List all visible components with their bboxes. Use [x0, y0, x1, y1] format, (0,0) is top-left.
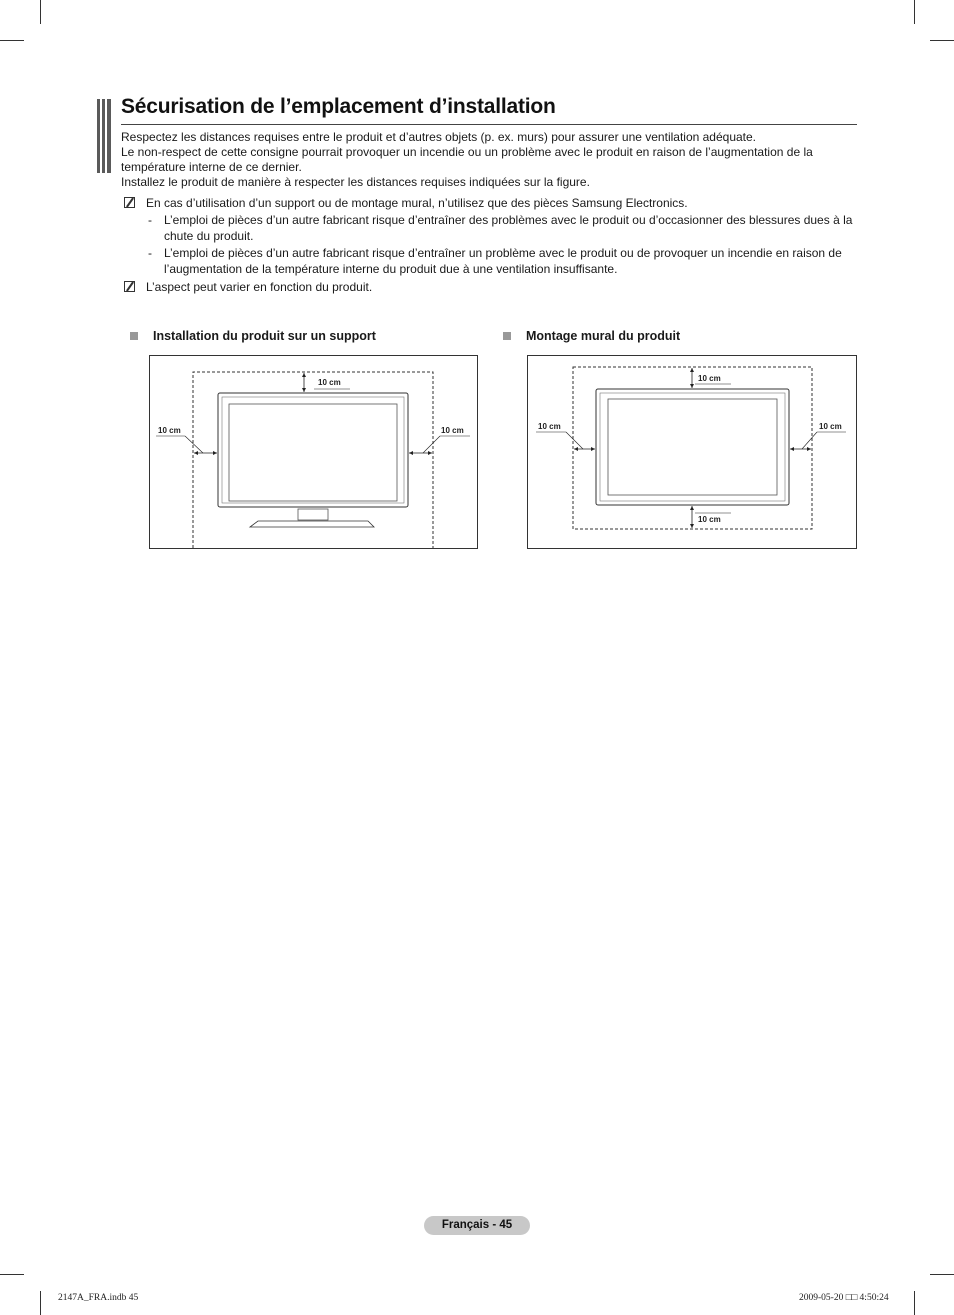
print-slug-left: 2147A_FRA.indb 45: [58, 1293, 139, 1303]
list-item-text: L’emploi de pièces d’un autre fabricant risque d’entraîner un problème avec le produit ou de provoquer un incendie en raison de l’augmentation de la température interne du produit due à une ventilation insuffisante.: [164, 246, 842, 276]
dim-label-left: 10 cm: [538, 422, 561, 431]
crop-mark: [0, 1274, 24, 1275]
dash-marker: -: [148, 213, 152, 227]
dash-marker: -: [148, 246, 152, 260]
crop-mark: [914, 1291, 915, 1315]
dim-label-top: 10 cm: [698, 374, 721, 383]
page-title: Sécurisation de l’emplacement d’installation: [121, 95, 556, 118]
crop-mark: [930, 40, 954, 41]
list-item-text: L’emploi de pièces d’un autre fabricant risque d’entraîner des problèmes avec le produit ou d’occasionner des blessures dues à la chute du produit.: [164, 213, 853, 243]
dim-label-bottom: 10 cm: [698, 515, 721, 524]
square-bullet-icon: [503, 332, 511, 340]
tv-stand-neck: [298, 509, 328, 520]
tv-stand-base: [250, 521, 374, 527]
crop-mark: [0, 40, 24, 41]
stand-diagram: [150, 356, 477, 548]
dim-label-right: 10 cm: [819, 422, 842, 431]
paragraph: Le non-respect de cette consigne pourrait provoquer un incendie ou un problème avec le produit en raison de l’augmentation de la température interne de ce dernier.: [121, 145, 813, 174]
stand-clearance-figure: [149, 355, 478, 549]
intro-text: [121, 130, 857, 190]
wall-mount-diagram: [528, 356, 856, 548]
note-icon: [124, 197, 135, 208]
tv-screen: [608, 399, 777, 495]
dim-label-right: 10 cm: [441, 426, 464, 435]
wall-mount-clearance-figure: [527, 355, 857, 549]
paragraph: Installez le produit de manière à respecter les distances requises indiquées sur la figure.: [121, 175, 590, 189]
note-icon: [124, 281, 135, 292]
paragraph: Respectez les distances requises entre le produit et d’autres objets (p. ex. murs) pour assurer une ventilation adéquate.: [121, 130, 757, 144]
square-bullet-icon: [130, 332, 138, 340]
title-decoration: [97, 99, 111, 173]
title-rule: [121, 124, 857, 125]
dim-label-left: 10 cm: [158, 426, 181, 435]
tv-screen: [229, 404, 397, 501]
note-text: L’aspect peut varier en fonction du produit.: [146, 280, 373, 294]
crop-mark: [914, 0, 915, 24]
crop-mark: [40, 1291, 41, 1315]
crop-mark: [930, 1274, 954, 1275]
crop-mark: [40, 0, 41, 24]
dim-label-top: 10 cm: [318, 378, 341, 387]
note-text: En cas d’utilisation d’un support ou de montage mural, n’utilisez que des pièces Samsung Electronics.: [146, 196, 688, 210]
page-number-badge: Français - 45: [424, 1216, 530, 1235]
print-slug-right: 2009-05-20 □□ 4:50:24: [799, 1293, 889, 1303]
